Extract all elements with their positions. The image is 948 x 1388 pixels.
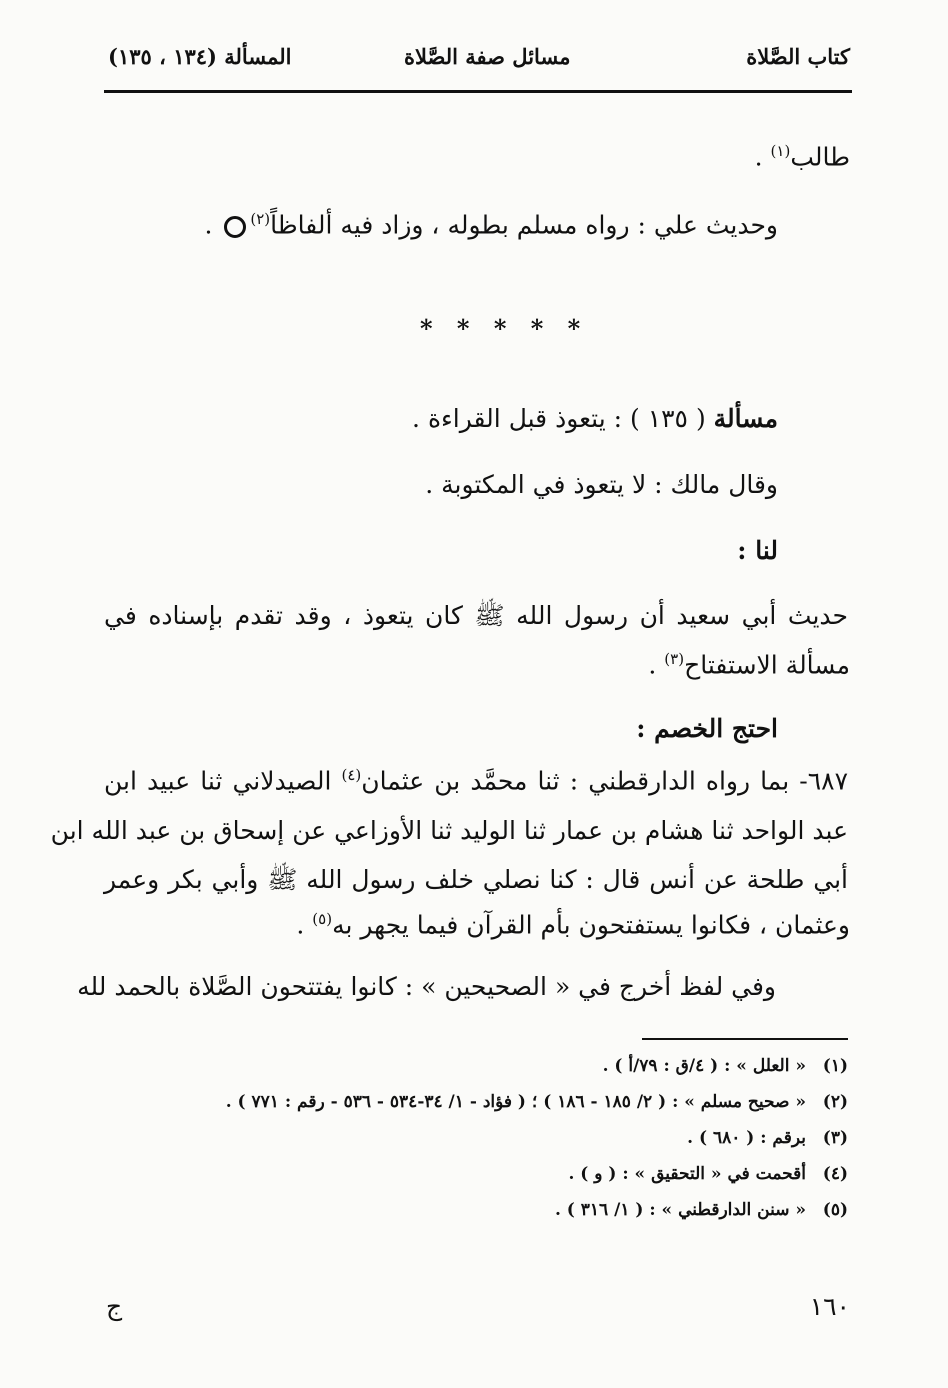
header-book-title: كتاب الصَّلاة (746, 44, 850, 69)
footnote-ref-4[interactable]: (٤) (341, 766, 362, 784)
narration-687-line-4: وعثمان ، فكانوا يستفتحون بأم القرآن فيما يجهر به$^{(٥)}$ . (296, 910, 850, 940)
narration-687-line-3: أبي طلحة عن أنس قال : كنا نصلي خلف رسول الله ﷺ وأبي بكر وعمر (104, 865, 848, 894)
body-line-1: طالب$^{(١)}$ . (754, 142, 850, 172)
footnote-ref-2[interactable]: (٢) (250, 210, 271, 228)
hadith-line-1: حديث أبي سعيد أن رسول الله ﷺ كان يتعوذ ، وقد تقدم بإسناده في (104, 601, 849, 630)
footnote-ref-1[interactable]: (١) (770, 142, 791, 160)
page-number: ١٦٠ (809, 1292, 850, 1321)
narration-687-line-2: عبد الواحد ثنا هشام بن عمار ثنا الوليد ثنا الأوزاعي عن إسحاق بن عبد الله ابن (50, 816, 848, 845)
section-separator: * * * * * (420, 314, 589, 343)
header-issue-range: المسألة (١٣٤ ، ١٣٥) (108, 44, 292, 69)
issue-heading: مسألة ( ١٣٥ ) : يتعوذ قبل القراءة . (412, 404, 778, 433)
footnote-1: (١)« العلل » : ( ٤/ق : ٧٩/أ ) . (602, 1056, 848, 1076)
footnote-2: (٢)« صحيح مسلم » : ( ٢/ ١٨٥ - ١٨٦ ) ؛ ( فؤاد - ١/ ٣٤-٥٣٤ - ٥٣٦ - رقم : ٧٧١ ) . (225, 1092, 848, 1112)
footnote-5: (٥)« سنن الدارقطني » : ( ١/ ٣١٦ ) . (554, 1200, 848, 1220)
body-line-2: وحديث علي : رواه مسلم بطوله ، وزاد فيه ألفاظاً$^{(٢)}$ . (204, 210, 778, 240)
last-body-line: وفي لفظ أخرج في « الصحيحين » : كانوا يفتتحون الصَّلاة بالحمد لله (77, 972, 776, 1001)
footnote-3: (٣)برقم : ( ٦٨٠ ) . (687, 1128, 848, 1148)
issue-label: مسألة (713, 404, 778, 433)
header-chapter-title: مسائل صفة الصَّلاة (404, 44, 571, 69)
footnote-rule (642, 1038, 848, 1040)
malik-opinion: وقال مالك : لا يتعوذ في المكتوبة . (425, 470, 778, 499)
footnote-ref-3[interactable]: (٣) (664, 650, 685, 668)
hadith-line-2: مسألة الاستفتاح$^{(٣)}$ . (648, 650, 850, 680)
signature-mark: ج (106, 1292, 123, 1321)
opponent-heading: احتج الخصم : (636, 714, 778, 743)
lana-heading: لنا : (737, 536, 778, 565)
footnote-4: (٤)أقحمت في « التحقيق » : ( و ) . (568, 1164, 848, 1184)
end-of-issue-ring-icon (224, 216, 246, 238)
footnote-ref-5[interactable]: (٥) (312, 910, 333, 928)
header-rule (104, 90, 852, 93)
narration-687-line-1: ٦٨٧- بما رواه الدارقطني : ثنا محمَّد بن عثمان$^{(٤)}$ الصيدلاني ثنا عبيد ابن (104, 766, 849, 796)
